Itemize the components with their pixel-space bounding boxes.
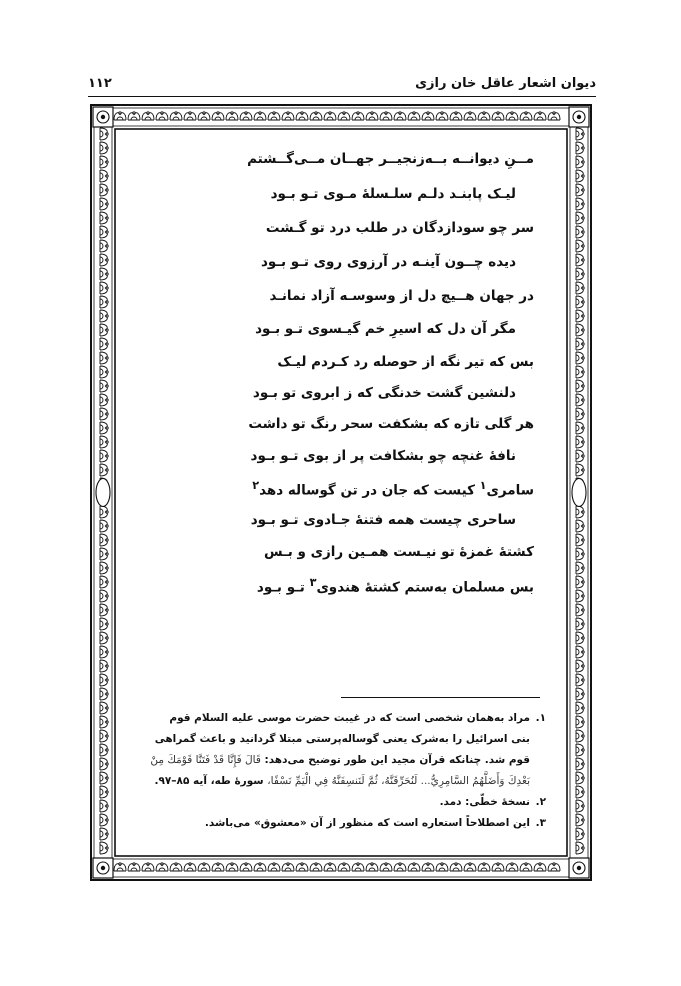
verse-line-1: مــنِ دیوانــه بــه‌زنجیــر جهــان مــی‌گــشتم bbox=[247, 151, 534, 167]
footnote-ref-1: ۱ bbox=[479, 479, 487, 492]
footnote-ref-3: ۳ bbox=[309, 576, 317, 589]
verse-line-6: مگر آن دل که اسیرِ خم گیـسوی تـو بـود bbox=[255, 321, 516, 337]
footnotes bbox=[150, 708, 546, 834]
verse-line-9: هر گلی تازه که بشکفت سحر رنگ تو داشت bbox=[248, 416, 534, 432]
verse-line-8: دلنشین گشت خدنگی که ز ابروی تو بـود bbox=[252, 385, 516, 401]
footnote-separator bbox=[341, 697, 540, 698]
verse-line-2: لیـک پابنـد دلـم سلـسلهٔ مـوی تـو بـود bbox=[270, 186, 516, 202]
footnote-text: مراد به‌همان شخصی است که در غیبت حضرت موسی علیه السلام قوم بنی اسرائیل را به‌شرک یعنی گوساله‌پرستی مبتلا گردانید و باعث گمراهی قوم شد. چنانکه قرآن مجید این طور توضیح می‌دهد: bbox=[154, 712, 530, 766]
page-number: ۱۱۲ bbox=[88, 76, 112, 91]
verse-line-13: کشتهٔ غمزهٔ تو نیـست همـین رازی و بـس bbox=[264, 544, 534, 560]
footnote-number: ۲. bbox=[535, 796, 546, 808]
footnote-2 bbox=[150, 792, 546, 813]
footnote-text: نسخهٔ خطّی: دمد. bbox=[439, 796, 530, 808]
verse-line-3: سر چو سودازدگان در طلب درد تو گـشت bbox=[265, 220, 534, 236]
footnote-ref-2: ۲ bbox=[252, 479, 260, 492]
verse-line-14 bbox=[257, 576, 534, 596]
footnote-source: سورهٔ طه، آیه ۸۵–۹۷. bbox=[154, 775, 264, 787]
verse-line-4: دیده چــون آینـه در آرزوی روی تـو بـود bbox=[260, 254, 516, 270]
verse-line-5: در جهان هــیچ دل از وسوسـه آزاد نمانـد bbox=[269, 288, 534, 304]
verse-14-end: تـو بـود bbox=[256, 579, 305, 596]
footnote-number: ۱. bbox=[535, 712, 546, 724]
verse-line-11 bbox=[252, 479, 534, 499]
footnote-text: این اصطلاحاً استعاره است که منظور از آن «معشوق» می‌باشد. bbox=[204, 817, 530, 829]
verse-14-start: بس مسلمان به‌ستم کشتهٔ هندوی bbox=[316, 579, 534, 596]
running-header bbox=[88, 76, 596, 96]
header-rule bbox=[88, 96, 596, 97]
footnote-1 bbox=[150, 708, 546, 792]
footnote-number: ۳. bbox=[535, 817, 546, 829]
footnote-3 bbox=[150, 813, 546, 834]
verse-11-first-word: سامری bbox=[486, 482, 534, 499]
verse-line-7: بس که تیر نگه از حوصله رد کـردم لیـک bbox=[277, 354, 534, 370]
verse-line-10: نافهٔ غنچه چو بشکافت پر از بوی تـو بـود bbox=[250, 448, 516, 464]
quran-quote: قَالَ فَإِنَّا قَدْ فَتَنَّا قَوْمَكَ مِنْ بَعْدِكَ وَأَضَلَّهُمُ السَّامِرِيُّ... لَنُحَرِّقَنَّهُ، ثُمَّ لَنَنسِفَنَّهُ فِي الْيَمِّ نَسْفًا، bbox=[150, 754, 530, 787]
verse-11-rest: کیست که جان در تن گوساله دهد bbox=[259, 482, 475, 499]
book-title: دیوان اشعار عاقل خان رازی bbox=[415, 76, 596, 91]
verse-line-12: ساحری چیست همه فتنهٔ جـادوی تـو بـود bbox=[250, 512, 516, 528]
